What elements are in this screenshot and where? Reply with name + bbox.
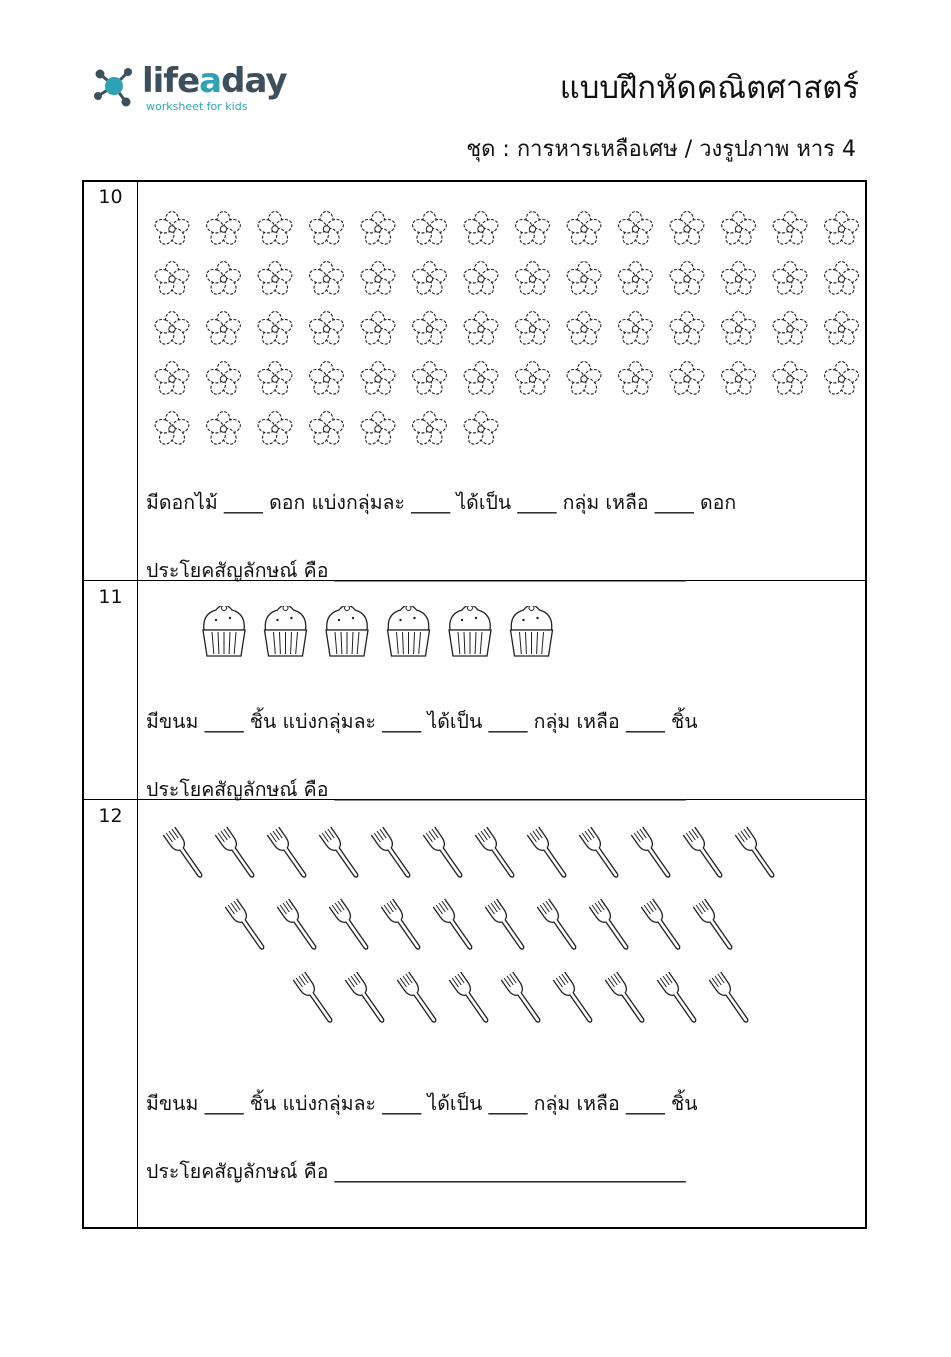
flower-icon [823,362,859,397]
flower-icon [205,212,242,247]
flower-icon [668,262,705,297]
flower-icon [771,262,808,297]
flower-icon [617,262,654,297]
fork-icon [693,899,737,953]
flower-icon [823,312,859,347]
flower-icon [720,362,757,397]
flower-icon [205,412,242,447]
flower-icon [617,362,654,397]
logo-word-life: life [142,61,200,101]
flower-icon [565,212,602,247]
flower-icon [462,312,499,347]
fork-icon [225,899,269,953]
flower-icon [308,362,345,397]
flower-picture-group [154,202,859,452]
flower-icon [462,262,499,297]
fork-icon [163,827,207,881]
molecule-icon [90,62,138,110]
fork-icon [433,899,477,953]
flower-icon [154,212,191,247]
flower-icon [154,412,191,447]
logo-word-day: day [221,61,287,101]
flower-icon [256,212,293,247]
cupcake-icon [511,606,553,656]
logo-word-a: a [199,61,222,101]
flower-icon [154,312,191,347]
question-sentence: มีขนม ____ ชิ้น แบ่งกลุ่มละ ____ ได้เป็น ____ กลุ่ม เหลือ ____ ชิ้น [146,1092,698,1115]
fork-icon [527,827,571,881]
flower-icon [565,362,602,397]
fork-icon [293,972,337,1026]
flower-icon [771,312,808,347]
equation-line: ประโยคสัญลักษณ์ คือ ____________________________________ [146,778,686,801]
flower-icon [411,412,448,447]
cupcake-picture-group [202,606,572,666]
cupcake-icon [203,606,245,656]
fork-icon [735,827,779,881]
fork-icon [215,827,259,881]
cupcake-icon [449,606,491,656]
flower-icon [668,212,705,247]
flower-icon [514,312,551,347]
fork-icon [579,827,623,881]
cupcake-icon [326,606,368,656]
flower-icon [411,362,448,397]
fork-icon [485,899,529,953]
question-sentence: มีขนม ____ ชิ้น แบ่งกลุ่มละ ____ ได้เป็น ____ กลุ่ม เหลือ ____ ชิ้น [146,710,698,733]
flower-icon [617,312,654,347]
flower-icon [462,212,499,247]
flower-icon [411,212,448,247]
flower-icon [308,262,345,297]
flower-icon [359,212,396,247]
fork-icon [683,827,727,881]
fork-icon [709,972,753,1026]
brand-logo [90,60,290,116]
fork-icon [319,827,363,881]
flower-icon [617,212,654,247]
flower-icon [411,312,448,347]
question-number: 11 [98,586,123,608]
page-title: แบบฝึกหัดคณิตศาสตร์ [559,70,859,106]
flower-icon [668,312,705,347]
worksheet-subtitle: ชุด : การหารเหลือเศษ / วงรูปภาพ หาร 4 [466,137,856,162]
equation-line: ประโยคสัญลักษณ์ คือ ____________________________________ [146,559,686,582]
flower-icon [565,262,602,297]
flower-icon [720,262,757,297]
fork-icon [475,827,519,881]
flower-icon [256,262,293,297]
fork-icon [371,827,415,881]
flower-icon [771,212,808,247]
logo-wordmark [142,61,287,101]
fork-icon [553,972,597,1026]
fork-icon [537,899,581,953]
flower-icon [359,312,396,347]
flower-icon [256,412,293,447]
logo-tagline: worksheet for kids [146,100,248,113]
flower-icon [256,362,293,397]
fork-icon [605,972,649,1026]
fork-icon [449,972,493,1026]
flower-icon [205,362,242,397]
flower-icon [154,362,191,397]
flower-icon [256,312,293,347]
fork-icon [329,899,373,953]
cupcake-icon [265,606,307,656]
flower-icon [205,312,242,347]
fork-icon [657,972,701,1026]
flower-icon [668,362,705,397]
flower-icon [720,312,757,347]
fork-picture-group [159,827,809,1042]
flower-icon [359,412,396,447]
flower-icon [720,212,757,247]
column-divider [137,182,138,1227]
flower-icon [154,262,191,297]
question-number: 12 [98,805,123,827]
fork-icon [631,827,675,881]
flower-icon [462,362,499,397]
flower-icon [205,262,242,297]
flower-icon [308,412,345,447]
question-sentence: มีดอกไม้ ____ ดอก แบ่งกลุ่มละ ____ ได้เป็น ____ กลุ่ม เหลือ ____ ดอก [146,491,737,514]
flower-icon [514,362,551,397]
worksheet-table [82,180,867,1229]
flower-icon [308,312,345,347]
equation-line: ประโยคสัญลักษณ์ คือ ____________________________________ [146,1160,686,1183]
fork-icon [501,972,545,1026]
flower-icon [565,312,602,347]
fork-icon [345,972,389,1026]
flower-icon [823,212,859,247]
fork-icon [277,899,321,953]
flower-icon [514,212,551,247]
fork-icon [397,972,441,1026]
question-number: 10 [98,186,123,208]
flower-icon [411,262,448,297]
fork-icon [381,899,425,953]
fork-icon [589,899,633,953]
fork-icon [423,827,467,881]
flower-icon [359,362,396,397]
cupcake-icon [388,606,430,656]
fork-icon [267,827,311,881]
fork-icon [641,899,685,953]
flower-icon [308,212,345,247]
flower-icon [823,262,859,297]
flower-icon [359,262,396,297]
flower-icon [514,262,551,297]
flower-icon [771,362,808,397]
flower-icon [462,412,499,447]
